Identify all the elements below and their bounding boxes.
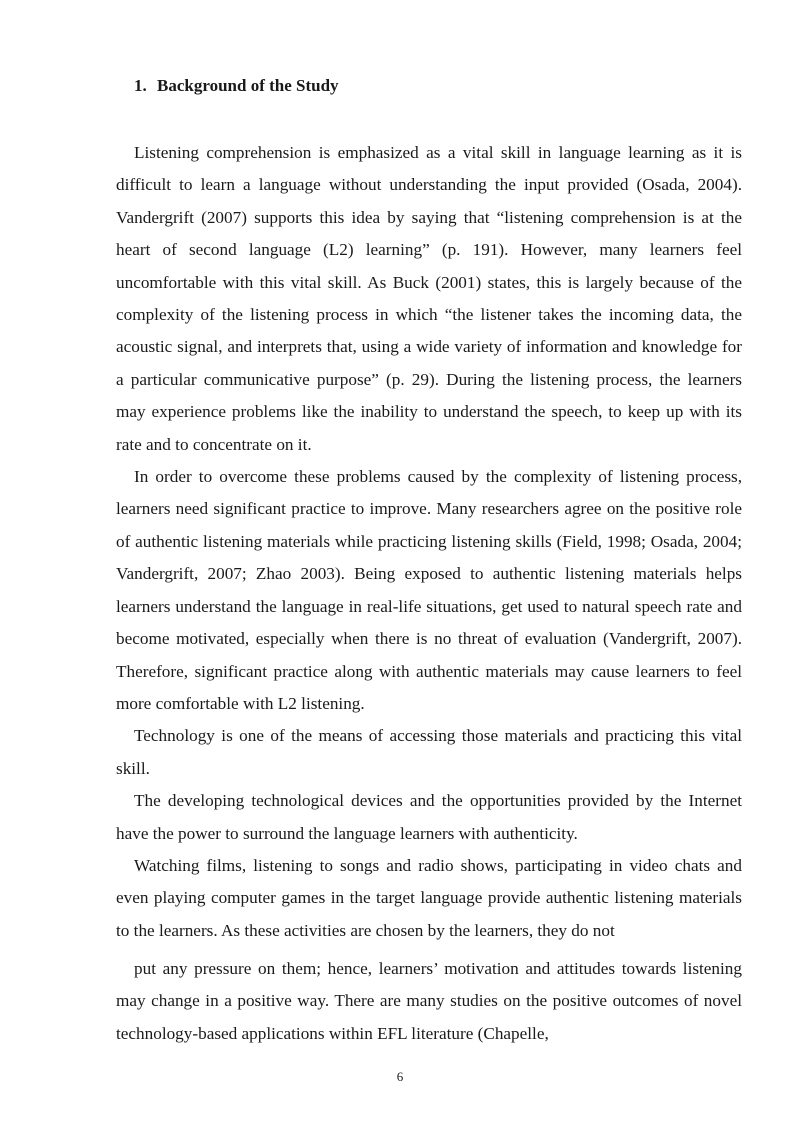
body-text-main <box>116 137 742 947</box>
page-number: 6 <box>396 1069 404 1084</box>
paragraph: Listening comprehension is emphasized as a vital skill in language learning as it is difficult to learn a language without understanding the input provided (Osada, 2004). Vandergrift (2007) supports this idea by saying that “listening comprehension is at the heart of second language (L2) learning” (p. 191). However, many learners feel uncomfortable with this vital skill. As Buck (2001) states, this is largely because of the complexity of the listening process in which “the listener takes the incoming data, the acoustic signal, and interprets that, using a wide variety of information and knowledge for a particular communicative purpose” (p. 29). During the listening process, the learners may experience problems like the inability to understand the speech, to keep up with its rate and to concentrate on it. <box>116 143 742 454</box>
paragraph: In order to overcome these problems caused by the complexity of listening process, learners need significant practice to improve. Many researchers agree on the positive role of authentic listening materials while practicing listening skills (Field, 1998; Osada, 2004; Vandergrift, 2007; Zhao 2003). Being exposed to authentic listening materials helps learners understand the language in real-life situations, get used to natural speech rate and become motivated, especially when there is no threat of evaluation (Vandergrift, 2007). Therefore, significant practice along with authentic materials may cause learners to feel more comfortable with L2 listening. <box>116 467 742 713</box>
body-text-continued <box>116 953 742 1050</box>
section-heading <box>134 76 339 96</box>
paragraph: Watching films, listening to songs and radio shows, participating in video chats and even playing computer games in the target language provide authentic listening materials to the learners. As these activities are chosen by the learners, they do not <box>116 855 742 940</box>
section-number: 1. <box>134 76 147 95</box>
paragraph: Technology is one of the means of accessing those materials and practicing this vital skill. <box>116 726 742 778</box>
section-title: Background of the Study <box>157 76 339 95</box>
paragraph: The developing technological devices and the opportunities provided by the Internet have the power to surround the language learners with authenticity. <box>116 791 742 843</box>
paragraph: put any pressure on them; hence, learners’ motivation and attitudes towards listening may change in a positive way. There are many studies on the positive outcomes of novel technology-based applications within EFL literature (Chapelle, <box>116 959 742 1043</box>
